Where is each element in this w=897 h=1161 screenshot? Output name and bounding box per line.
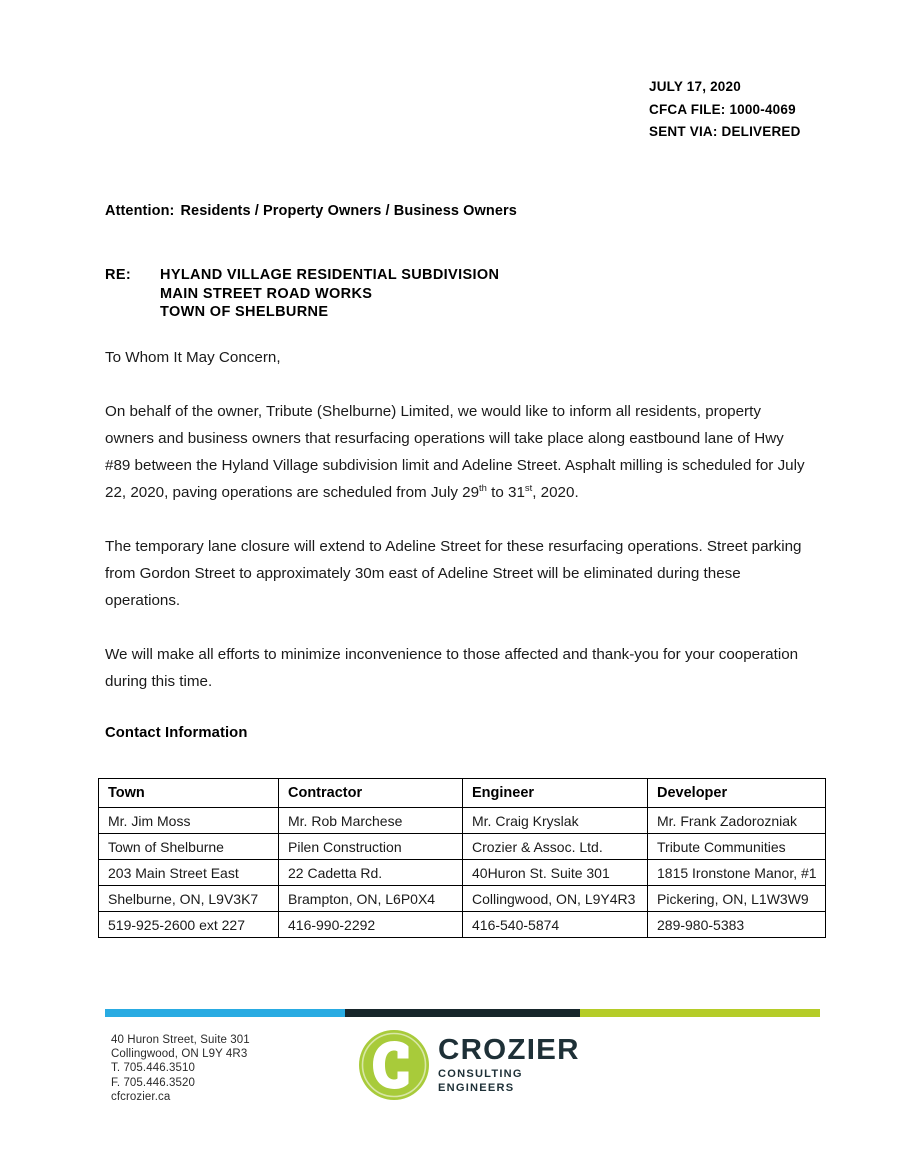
contact-information-table [98, 778, 826, 938]
paragraph-1-text-part-3: , 2020. [532, 484, 579, 501]
paragraph-1-text-part-2: to 31 [486, 484, 525, 501]
attention-line [105, 203, 517, 219]
footer-website: cfcrozier.ca [111, 1090, 171, 1103]
table-cell: Pilen Construction [279, 834, 463, 860]
crozier-c-mark-icon [358, 1029, 430, 1101]
subject-label: RE: [105, 267, 132, 283]
table-row [99, 912, 826, 938]
paragraph-1-superscript-st: st [524, 481, 533, 493]
table-cell: Mr. Frank Zadorozniak [648, 808, 826, 834]
letter-file-number: CFCA FILE: 1000-4069 [649, 101, 796, 117]
table-cell: Mr. Rob Marchese [279, 808, 463, 834]
table-row [99, 860, 826, 886]
contact-information-heading: Contact Information [105, 725, 248, 741]
table-cell: Shelburne, ON, L9V3K7 [99, 886, 279, 912]
letter-body [105, 344, 805, 722]
rule-segment-dark [345, 1009, 580, 1017]
table-cell: Pickering, ON, L1W3W9 [648, 886, 826, 912]
attention-label: Attention: [105, 203, 175, 219]
table-row [99, 808, 826, 834]
paragraph-1-superscript-th: th [479, 481, 487, 493]
footer-address-line-1: 40 Huron Street, Suite 301 [111, 1034, 250, 1046]
table-cell: 519-925-2600 ext 227 [99, 912, 279, 938]
letter-date: JULY 17, 2020 [649, 79, 741, 94]
letter-header [649, 76, 801, 144]
column-header-contractor: Contractor [279, 779, 463, 808]
body-paragraph-3: We will make all efforts to minimize inconvenience to those affected and thank-you for your cooperation during this time. [105, 646, 799, 690]
letter-sent-via: SENT VIA: DELIVERED [649, 124, 801, 139]
table-cell: 416-990-2292 [279, 912, 463, 938]
footer-address-block [111, 1033, 250, 1104]
column-header-engineer: Engineer [463, 779, 648, 808]
table-cell: 22 Cadetta Rd. [279, 860, 463, 886]
attention-recipients: Residents / Property Owners / Business Owners [180, 203, 517, 219]
table-cell: Crozier & Assoc. Ltd. [463, 834, 648, 860]
table-header-row [99, 779, 826, 808]
table-cell: Collingwood, ON, L9Y4R3 [463, 886, 648, 912]
subject-block [105, 266, 499, 322]
table-cell: 203 Main Street East [99, 860, 279, 886]
rule-segment-blue [105, 1009, 345, 1017]
table-cell: 416-540-5874 [463, 912, 648, 938]
crozier-wordmark [438, 1034, 580, 1095]
table-cell: 40Huron St. Suite 301 [463, 860, 648, 886]
body-paragraph-1 [105, 398, 805, 506]
column-header-developer: Developer [648, 779, 826, 808]
subject-line-2: MAIN STREET ROAD WORKS [160, 285, 373, 302]
logo-company-name: CROZIER [438, 1034, 580, 1066]
table-cell: 1815 Ironstone Manor, #1 [648, 860, 826, 886]
column-header-town: Town [99, 779, 279, 808]
logo-tagline: CONSULTING ENGINEERS [438, 1068, 523, 1094]
table-cell: Brampton, ON, L6P0X4 [279, 886, 463, 912]
rule-segment-green [580, 1009, 820, 1017]
footer-divider-rule [105, 1009, 820, 1017]
table-cell: Mr. Jim Moss [99, 808, 279, 834]
subject-line-3: TOWN OF SHELBURNE [160, 304, 329, 320]
table-cell: Mr. Craig Kryslak [463, 808, 648, 834]
subject-line-1: HYLAND VILLAGE RESIDENTIAL SUBDIVISION [160, 267, 500, 283]
table-cell: Tribute Communities [648, 834, 826, 860]
table-cell: Town of Shelburne [99, 834, 279, 860]
table-row [99, 886, 826, 912]
salutation: To Whom It May Concern, [105, 349, 281, 366]
body-paragraph-2: The temporary lane closure will extend to Adeline Street for these resurfacing operations. Street parking from Gordon Street to approximately 30m east of Adeline Street will be eliminated during these operations. [105, 538, 802, 609]
table-row [99, 834, 826, 860]
crozier-logo [358, 1029, 580, 1101]
footer-fax: F. 705.446.3520 [111, 1076, 195, 1089]
table-cell: 289-980-5383 [648, 912, 826, 938]
footer-phone: T. 705.446.3510 [111, 1062, 195, 1075]
footer-address-line-2: Collingwood, ON L9Y 4R3 [111, 1048, 248, 1061]
paragraph-1-text-part-1: On behalf of the owner, Tribute (Shelburne) Limited, we would like to inform all residents, property owners and business owners that resurfacing operations will take place along eastbound lane of Hwy #89 between the Hyland Village subdivision limit and Adeline Street. Asphalt milling is scheduled for July 22, 2020, paving operations are scheduled from July 29 [105, 403, 805, 501]
